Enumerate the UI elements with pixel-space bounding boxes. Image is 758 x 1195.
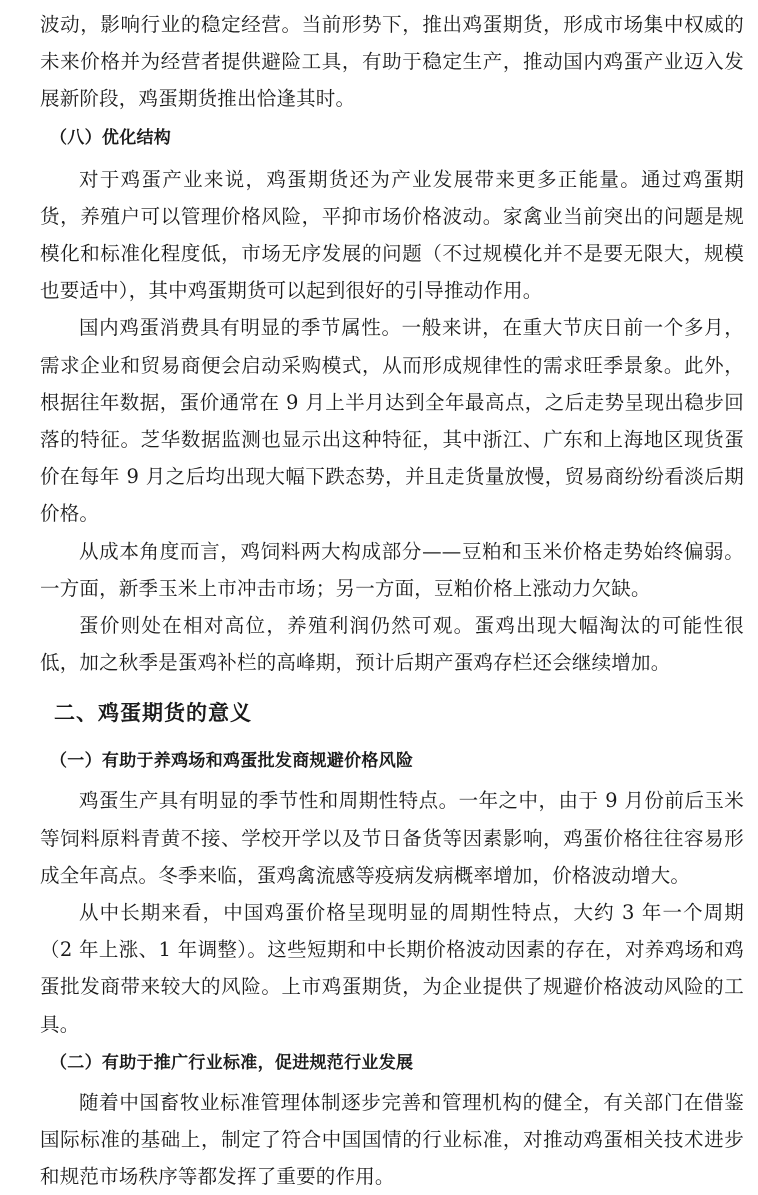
subsection-1-paragraph-2: 从中长期来看，中国鸡蛋价格呈现明显的周期性特点，大约 3 年一个周期（2 年上涨、1 年调整）。这些短期和中长期价格波动因素的存在，对养鸡场和鸡蛋批发商带来较大的风险。上市鸡蛋期货，为企业提供了规避价格波动风险的工具。: [40, 901, 744, 1036]
section-8-paragraph-4: 蛋价则处在相对高位，养殖利润仍然可观。蛋鸡出现大幅淘汰的可能性很低，加之秋季是蛋鸡补栏的高峰期，预计后期产蛋鸡存栏还会继续增加。: [40, 614, 744, 675]
section-8-heading: （八）优化结构: [50, 127, 172, 148]
subsection-2-heading: （二）有助于推广行业标准，促进规范行业发展: [50, 1052, 414, 1073]
section-8-paragraph-2: 国内鸡蛋消费具有明显的季节属性。一般来讲，在重大节庆日前一个多月，需求企业和贸易商便会启动采购模式，从而形成规律性的需求旺季景象。此外，根据往年数据，蛋价通常在 9 月上半月达到全年最高点，之后走势呈现出稳步回落的特征。芝华数据监测也显示出这种特征，其中浙江、广东和上海地区现货蛋价在每年 9 月之后均出现大幅下跌态势，并且走货量放慢，贸易商纷纷看淡后期价格。: [40, 316, 744, 526]
section-8-paragraph-1: 对于鸡蛋产业来说，鸡蛋期货还为产业发展带来更多正能量。通过鸡蛋期货，养殖户可以管理价格风险，平抑市场价格波动。家禽业当前突出的问题是规模化和标准化程度低，市场无序发展的问题（不过规模化并不是要无限大，规模也要适中），其中鸡蛋期货可以起到很好的引导推动作用。: [40, 167, 744, 303]
intro-paragraph: 波动，影响行业的稳定经营。当前形势下，推出鸡蛋期货，形成市场集中权威的未来价格并为经营者提供避险工具，有助于稳定生产，推动国内鸡蛋产业迈入发展新阶段，鸡蛋期货推出恰逢其时。: [40, 13, 744, 111]
chapter-section-title: 二、鸡蛋期货的意义: [54, 701, 252, 726]
subsection-2-paragraph-1: 随着中国畜牧业标准管理体制逐步完善和管理机构的健全，有关部门在借鉴国际标准的基础上，制定了符合中国国情的行业标准，对推动鸡蛋相关技术进步和规范市场秩序等都发挥了重要的作用。: [40, 1090, 744, 1189]
document-page: [40, 6, 744, 1195]
section-8-paragraph-3: 从成本角度而言，鸡饲料两大构成部分——豆粕和玉米价格走势始终偏弱。一方面，新季玉米上市冲击市场；另一方面，豆粕价格上涨动力欠缺。: [40, 539, 744, 600]
subsection-1-paragraph-1: 鸡蛋生产具有明显的季节性和周期性特点。一年之中，由于 9 月份前后玉米等饲料原料青黄不接、学校开学以及节日备货等因素影响，鸡蛋价格往往容易形成全年高点。冬季来临，蛋鸡禽流感等疫病发病概率增加，价格波动增大。: [40, 789, 744, 887]
subsection-1-heading: （一）有助于养鸡场和鸡蛋批发商规避价格风险: [50, 751, 414, 772]
